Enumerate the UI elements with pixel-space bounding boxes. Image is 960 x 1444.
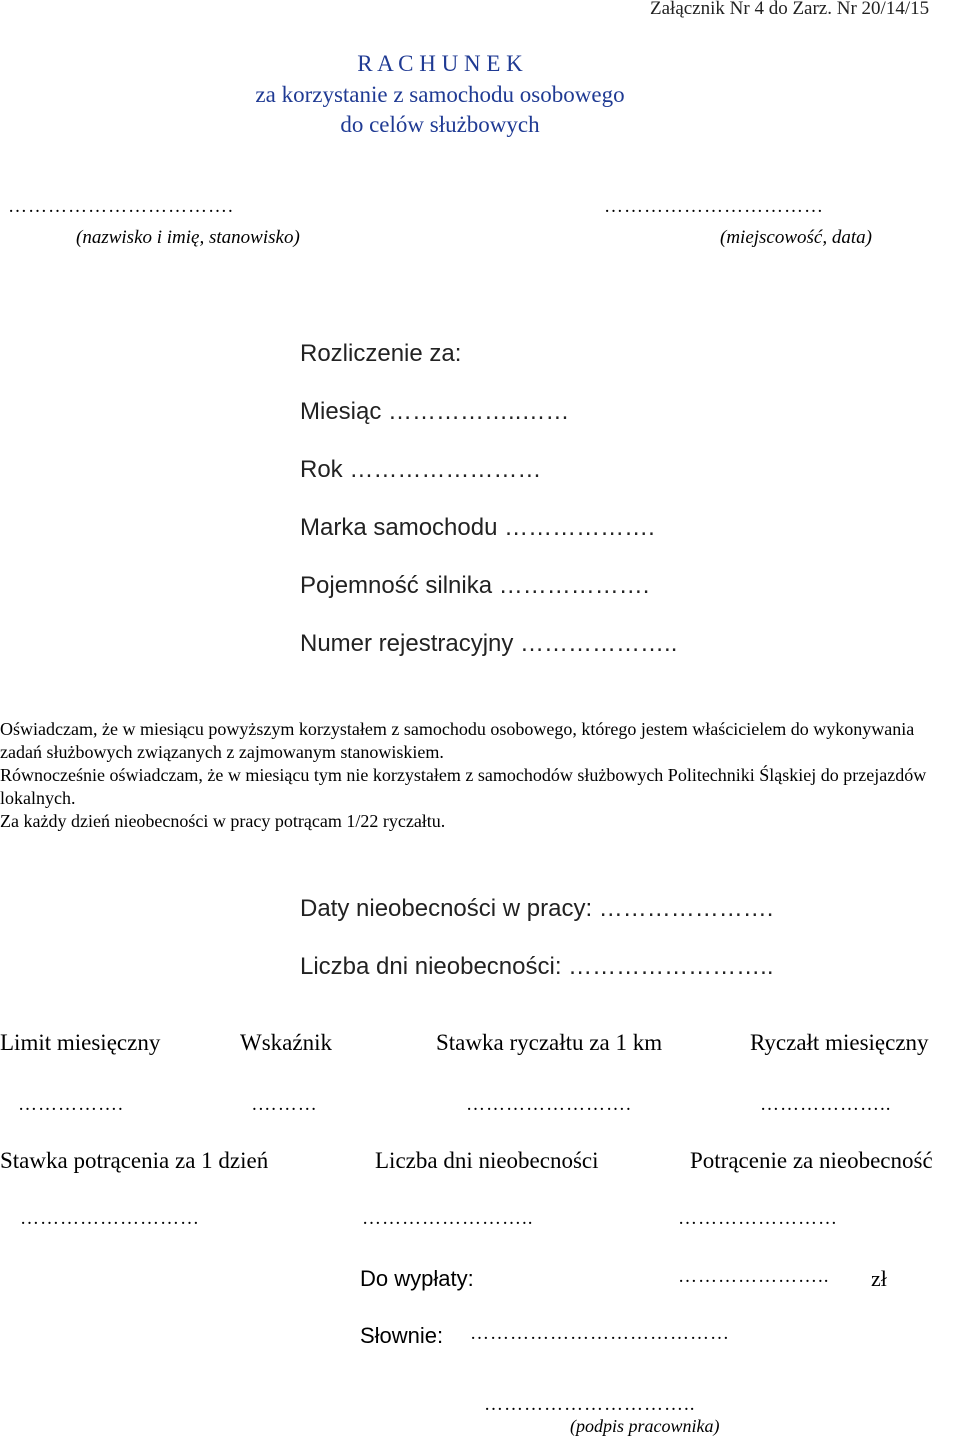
header-daily-deduction-rate: Stawka potrącenia za 1 dzień xyxy=(0,1148,269,1173)
month-field[interactable]: Miesiąc ……………..…… xyxy=(300,398,570,425)
declaration-paragraph-3: Za każdy dzień nieobecności w pracy potrącam 1/22 ryczałtu. xyxy=(0,811,446,831)
header-absence-deduction: Potrącenie za nieobecność xyxy=(690,1148,933,1173)
declaration-paragraph-1: Oświadczam, że w miesiącu powyższym korzystałem z samochodu osobowego, którego jestem właścicielem do wykonywania zadań służbowych związanych z zajmowanym stanowiskiem. xyxy=(0,719,915,762)
header-indicator: Wskaźnik xyxy=(240,1030,332,1055)
payout-currency: zł xyxy=(871,1266,887,1291)
form-title: R A C H U N E K xyxy=(357,51,523,76)
payout-label: Do wypłaty: xyxy=(360,1266,474,1291)
header-absence-days: Liczba dni nieobecności xyxy=(375,1148,599,1173)
in-words-label: Słownie: xyxy=(360,1323,444,1348)
header-monthly-lump-sum: Ryczałt miesięczny xyxy=(750,1030,929,1055)
settlement-heading: Rozliczenie za: xyxy=(300,340,462,367)
place-date-dots[interactable]: …………………………… xyxy=(604,196,824,217)
header-rate-per-km: Stawka ryczałtu za 1 km xyxy=(436,1030,663,1055)
rate-per-km-value[interactable]: ……………………. xyxy=(466,1094,632,1115)
absence-deduction-value[interactable]: …………………… xyxy=(678,1208,838,1229)
employee-signature-dots[interactable]: ………………………….. xyxy=(484,1394,696,1415)
header-monthly-limit: Limit miesięczny xyxy=(0,1030,161,1055)
absence-count-field[interactable]: Liczba dni nieobecności: …………………….. xyxy=(300,953,774,980)
absence-dates-field[interactable]: Daty nieobecności w pracy: …………………. xyxy=(300,895,774,922)
declaration-paragraph-2: Równocześnie oświadczam, że w miesiącu tym nie korzystałem z samochodów służbowych Politechniki Śląskiej do przejazdów lokalnych. xyxy=(0,765,927,808)
indicator-value[interactable]: .……… xyxy=(252,1094,318,1115)
payout-value[interactable]: ………………….. xyxy=(678,1266,830,1287)
monthly-limit-value[interactable]: ……………. xyxy=(18,1094,124,1115)
in-words-value[interactable]: ………………………………… xyxy=(470,1323,730,1344)
year-field[interactable]: Rok …………………… xyxy=(300,456,542,483)
daily-deduction-rate-value[interactable]: ……………………… xyxy=(20,1208,200,1229)
monthly-lump-sum-value[interactable]: ……………….. xyxy=(760,1094,892,1115)
declaration-text xyxy=(0,718,960,833)
name-position-caption: (nazwisko i imię, stanowisko) xyxy=(76,227,300,248)
absence-days-value[interactable]: …………………….. xyxy=(362,1208,534,1229)
form-subtitle-2: do celów służbowych xyxy=(340,112,540,137)
form-subtitle-1: za korzystanie z samochodu osobowego xyxy=(255,82,625,107)
car-make-field[interactable]: Marka samochodu ………………. xyxy=(300,514,655,541)
attachment-number: Załącznik Nr 4 do Zarz. Nr 20/14/15 xyxy=(650,0,930,19)
place-date-caption: (miejscowość, data) xyxy=(720,227,872,248)
registration-number-field[interactable]: Numer rejestracyjny ……………….. xyxy=(300,630,678,657)
employee-signature-caption: (podpis pracownika) xyxy=(570,1416,720,1436)
engine-capacity-field[interactable]: Pojemność silnika ………………. xyxy=(300,572,650,599)
name-position-dots[interactable]: ……………………………. xyxy=(8,196,234,217)
